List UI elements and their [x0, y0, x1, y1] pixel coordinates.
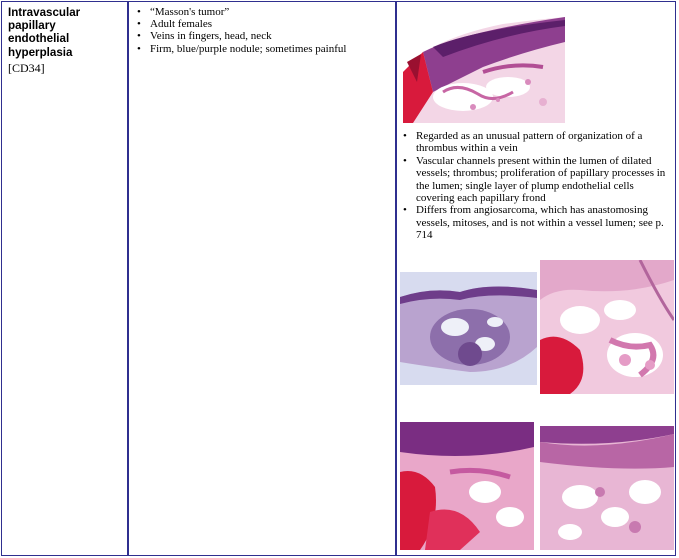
micrograph-middle-right: [540, 260, 674, 394]
entry-term: [8, 6, 126, 59]
micrograph-bottom-left: [400, 412, 534, 550]
clinical-column: [136, 6, 391, 55]
clinical-item: • Firm, blue/purple nodule; sometimes painful: [136, 43, 391, 55]
term-line: Intravascular: [8, 6, 81, 19]
micrograph-top: [403, 12, 565, 123]
micrograph-middle-left: [400, 272, 537, 385]
term-column: [8, 6, 126, 75]
column-divider-1: [127, 2, 129, 555]
entry-table: [1, 1, 676, 556]
notes-list: [402, 130, 674, 242]
clinical-item: • “Masson's tumor”: [136, 6, 391, 18]
column-divider-2: [395, 2, 397, 555]
note-item: • Vascular channels present within the lumen of dilated vessels; thrombus; proliferation of papillary processes in the lumen; single layer of plump endothelial cells covering each papillary frond: [402, 155, 674, 205]
pathology-notes: [402, 130, 674, 242]
term-line: endothelial: [8, 32, 70, 46]
note-item: • Regarded as an unusual pattern of organization of a thrombus within a vein: [402, 130, 674, 155]
term-line: hyperplasia: [8, 45, 73, 59]
term-line: papillary: [8, 19, 56, 33]
micrograph-bottom-right: [540, 412, 674, 550]
clinical-item: • Veins in fingers, head, neck: [136, 30, 391, 42]
clinical-item: • Adult females: [136, 18, 391, 30]
note-item: • Differs from angiosarcoma, which has anastomosing vessels, mitoses, and is not within a vessel lumen; see p. 714: [402, 204, 674, 241]
stain-code: [CD34]: [8, 60, 45, 75]
clinical-list: [136, 6, 391, 55]
